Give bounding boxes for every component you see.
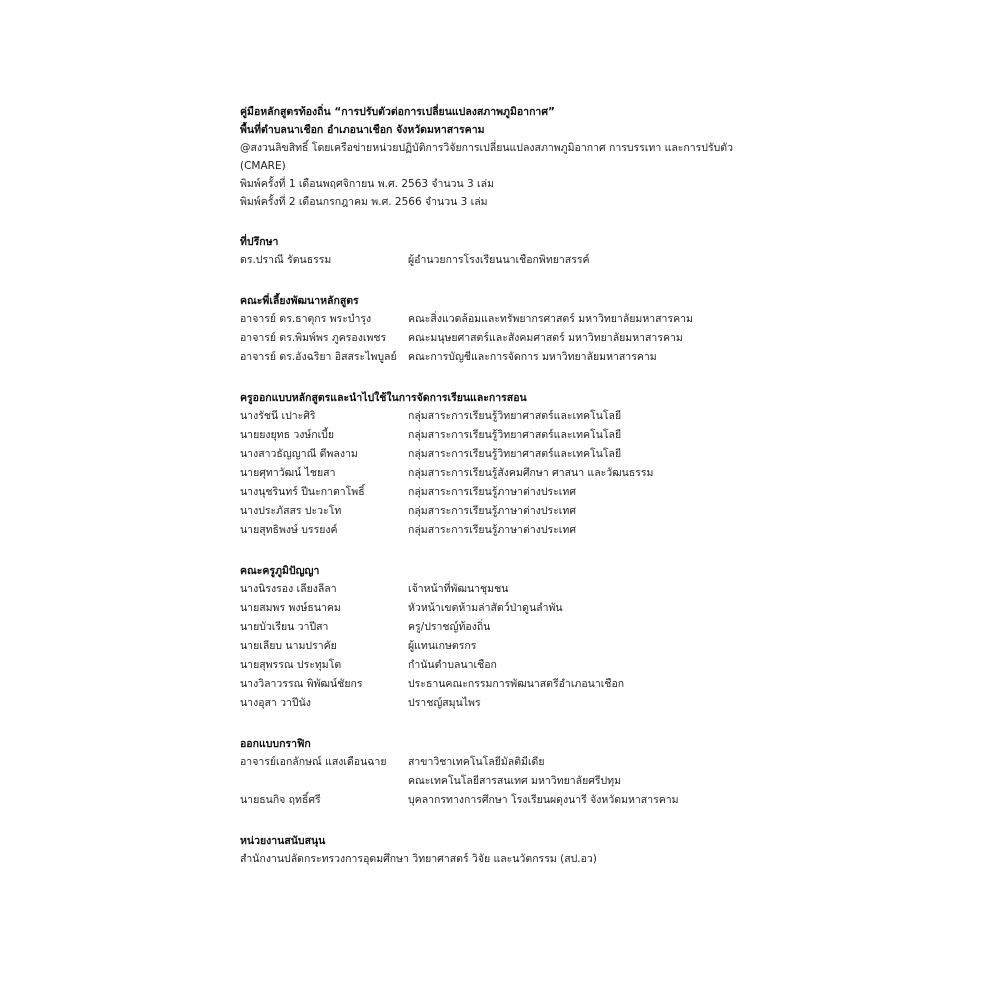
person-role: คณะสิ่งแวดล้อมและทรัพยากรศาสตร์ มหาวิทยาลัยมหาสารคาม — [408, 313, 693, 325]
person-role: เจ้าหน้าที่พัฒนาชุมชน — [408, 583, 509, 595]
person-name: อาจารย์ ดร.พิมพ์พร ภูครองเพชร — [240, 332, 387, 344]
person-name: นายสมพร พงษ์ธนาคม — [240, 602, 341, 614]
person-name: นางรัชนี เปาะศิริ — [240, 410, 316, 422]
list-item — [240, 502, 940, 521]
list-item — [240, 310, 940, 329]
person-role: สาขาวิชาเทคโนโลยีมัลติมีเดีย — [408, 756, 545, 768]
list-item — [240, 521, 940, 540]
person-role: กลุ่มสาระการเรียนรู้วิทยาศาสตร์และเทคโนโลยี — [408, 429, 622, 441]
graphics-section — [240, 735, 940, 810]
list-item — [240, 407, 940, 426]
person-role: กลุ่มสาระการเรียนรู้ภาษาต่างประเทศ — [408, 524, 576, 536]
support-section — [240, 832, 940, 868]
person-name: ดร.ปราณี รัตนธรรม — [240, 254, 332, 266]
list-item — [240, 599, 940, 618]
section-title-teachers: ครูออกแบบหลักสูตรและนำไปใช้ในการจัดการเรียนและการสอน — [240, 392, 527, 404]
document-title: คู่มือหลักสูตรท้องถิ่น “การปรับตัวต่อการเปลี่ยนแปลงสภาพภูมิอากาศ” — [240, 106, 555, 118]
list-item — [240, 694, 940, 713]
person-role: กลุ่มสาระการเรียนรู้ภาษาต่างประเทศ — [408, 486, 576, 498]
person-role: ผู้อำนวยการโรงเรียนนาเชือกพิทยาสรรค์ — [408, 254, 590, 266]
document-subtitle: พื้นที่ตำบลนาเชือก อำเภอนาเชือก จังหวัดมหาสารคาม — [240, 124, 485, 136]
list-item — [240, 656, 940, 675]
person-name — [240, 772, 408, 791]
section-title-mentors: คณะพี่เลี้ยงพัฒนาหลักสูตร — [240, 295, 359, 307]
person-name: อาจารย์ ดร.อังฉริยา อิสสระไพบูลย์ — [240, 351, 397, 363]
person-role: กำนันตำบลนาเชือก — [408, 659, 497, 671]
copyright-line-2: (CMARE) — [240, 160, 286, 172]
wisdom-section — [240, 562, 940, 713]
person-name: อาจารย์เอกลักษณ์ แสงเดือนฉาย — [240, 756, 387, 768]
person-name: นายสุทธิพงษ์ บรรยงค์ — [240, 524, 338, 536]
list-item — [240, 251, 940, 270]
person-role: กลุ่มสาระการเรียนรู้วิทยาศาสตร์และเทคโนโลยี — [408, 410, 622, 422]
person-name: นายเลียบ นามปราคัย — [240, 640, 337, 652]
print-edition-2: พิมพ์ครั้งที่ 2 เดือนกรกฎาคม พ.ศ. 2566 จำนวน 3 เล่ม — [240, 196, 488, 208]
person-role: ปราชญ์สมุนไพร — [408, 697, 481, 709]
list-item — [240, 772, 940, 791]
list-item — [240, 464, 940, 483]
list-item — [240, 791, 940, 810]
person-name: นายธนกิจ ฤทธิ์ศรี — [240, 794, 321, 806]
list-item — [240, 618, 940, 637]
person-role: กลุ่มสาระการเรียนรู้ภาษาต่างประเทศ — [408, 505, 576, 517]
section-title-advisors: ที่ปรึกษา — [240, 236, 279, 248]
person-role: คณะการบัญชีและการจัดการ มหาวิทยาลัยมหาสารคาม — [408, 351, 657, 363]
copyright-line-1: @สงวนลิขสิทธิ์ โดยเครือข่ายหน่วยปฏิบัติการวิจัยการเปลี่ยนแปลงสภาพภูมิอากาศ การบรรเทา และการปรับตัว — [240, 142, 733, 154]
person-role: ผู้แทนเกษตรกร — [408, 640, 477, 652]
person-name: นายยงยุทธ วงษ์กเบี้ย — [240, 429, 335, 441]
list-item — [240, 483, 940, 502]
person-name: นางนุชรินทร์ ปีนะกาตาโพธิ์ — [240, 486, 365, 498]
list-item — [240, 329, 940, 348]
list-item — [240, 675, 940, 694]
person-role: ครู/ปราชญ์ท้องถิ่น — [408, 621, 491, 633]
list-item — [240, 348, 940, 367]
list-item — [240, 753, 940, 772]
header-block — [240, 103, 940, 211]
document-page — [240, 103, 940, 868]
person-name: อาจารย์ ดร.ธาตุกร พระบำรุง — [240, 313, 372, 325]
person-name: นางนิรงรอง เลียงลีลา — [240, 583, 337, 595]
person-name: นายสุพรรณ ประทุมโต — [240, 659, 342, 671]
person-role: ประธานคณะกรรมการพัฒนาสตรีอำเภอนาเชือก — [408, 678, 625, 690]
list-item — [240, 637, 940, 656]
person-role: คณะเทคโนโลยีสารสนเทศ มหาวิทยาลัยศรีปทุม — [408, 775, 622, 787]
mentors-section — [240, 292, 940, 367]
person-name: นางสาวธัญญาณี ดีพลงาม — [240, 448, 358, 460]
section-title-wisdom: คณะครูภูมิปัญญา — [240, 565, 320, 577]
advisors-section — [240, 233, 940, 270]
person-name: นายศุทาวัฒน์ ไชยสา — [240, 467, 336, 479]
person-name: นางอุสา วาปีนัง — [240, 697, 311, 709]
support-organization: สำนักงานปลัดกระทรวงการอุดมศึกษา วิทยาศาสตร์ วิจัย และนวัตกรรม (สป.อว) — [240, 853, 597, 865]
person-role: กลุ่มสาระการเรียนรู้สังคมศึกษา ศาสนา และวัฒนธรรม — [408, 467, 654, 479]
list-item — [240, 445, 940, 464]
person-role: บุคลากรทางการศึกษา โรงเรียนผดุงนารี จังหวัดมหาสารคาม — [408, 794, 679, 806]
person-role: หัวหน้าเขตห้ามล่าสัตว์ป่าดูนลำพัน — [408, 602, 563, 614]
list-item — [240, 580, 940, 599]
person-name: นายบัวเรียน วาปีสา — [240, 621, 329, 633]
person-role: กลุ่มสาระการเรียนรู้วิทยาศาสตร์และเทคโนโลยี — [408, 448, 622, 460]
teachers-section — [240, 389, 940, 540]
section-title-graphics: ออกแบบกราฟิก — [240, 738, 311, 750]
person-name: นางวิลาวรรณ พิพัฒน์ชัยกร — [240, 678, 363, 690]
section-title-support: หน่วยงานสนับสนุน — [240, 835, 326, 847]
person-name: นางประภัสสร ปะวะโท — [240, 505, 342, 517]
list-item — [240, 426, 940, 445]
person-role: คณะมนุษยศาสตร์และสังคมศาสตร์ มหาวิทยาลัยมหาสารคาม — [408, 332, 683, 344]
print-edition-1: พิมพ์ครั้งที่ 1 เดือนพฤศจิกายน พ.ศ. 2563 จำนวน 3 เล่ม — [240, 178, 494, 190]
